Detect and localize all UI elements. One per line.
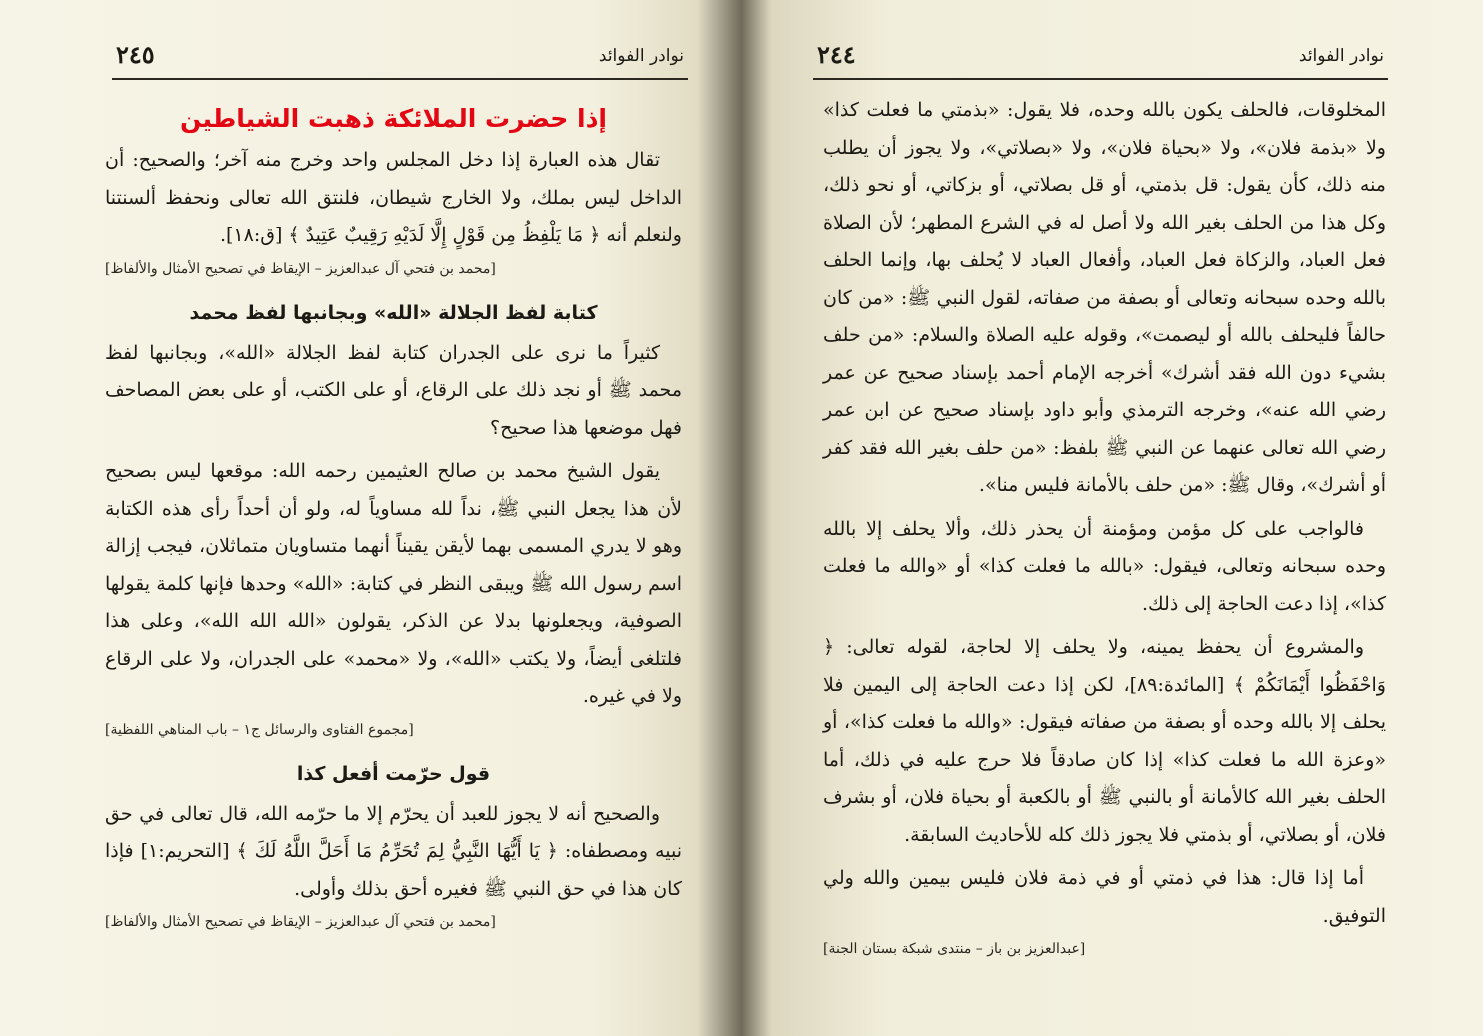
headline: إذا حضرت الملائكة ذهبت الشياطين bbox=[180, 104, 607, 133]
right-page-header bbox=[813, 40, 1388, 80]
right-page-source: [عبدالعزيز بن باز – منتدى شبكة بستان الجنة] bbox=[823, 941, 1086, 957]
left-page-header bbox=[112, 40, 688, 80]
running-title: نوادر الفوائد bbox=[1298, 46, 1384, 66]
section3-paragraph: والصحيح أنه لا يجوز للعبد أن يحرّم إلا ما حرّمه الله، قال تعالى في حق نبيه ومصطفاه: ﴿ يَا أَيُّهَا النَّبِيُّ لِمَ تُحَرِّمُ مَا أَحَلَّ اللَّهُ لَكَ ﴾ [التحريم:١] فإذا كان هذا في حق النبي ﷺ فغيره أحق بذلك وأولى. bbox=[105, 802, 682, 900]
section2-source: [مجموع الفتاوى والرسائل ج١ – باب المناهي اللفظية] bbox=[105, 721, 414, 738]
left-page bbox=[0, 0, 740, 1036]
paragraph-4: أما إذا قال: هذا في ذمتي أو في ذمة فلان فليس بيمين والله ولي التوفيق. bbox=[823, 867, 1386, 927]
section2-paragraph2: يقول الشيخ محمد بن صالح العثيمين رحمه الله: موقعها ليس بصحيح لأن هذا يجعل النبي ﷺ، نداً لله مساوياً له، ولو أن أحداً رأى هذه الكتابة وهو لا يدري المسمى بهما لأيقن يقيناً أنهما متساويان متماثلان، فيجب إزالة اسم رسول الله ﷺ ويبقى النظر في كتابة: «الله» وحدها فإنها كلمة يقولها الصوفية، ويجعلونها بدلا عن الذكر، يقولون «الله الله الله»، وعلى هذا فلتلغى أيضاً، ولا يكتب «الله»، ولا «محمد» على الجدران، ولا على الرقاع ولا في غيره. bbox=[105, 460, 682, 707]
page-number: ٢٤٥ bbox=[116, 40, 155, 69]
left-page-content bbox=[105, 92, 682, 946]
section3-title: قول حرّمت أفعل كذا bbox=[296, 762, 491, 785]
right-page bbox=[743, 0, 1483, 1036]
section2-paragraph1: كثيراً ما نرى على الجدران كتابة لفظ الجلالة «الله»، وبجانبها لفظ محمد ﷺ أو نجد ذلك على الرقاع، أو على الكتب، أو على بعض المصاحف فهل موضعها هذا صحيح؟ bbox=[105, 341, 682, 439]
section1-source: [محمد بن فتحي آل عبدالعزيز – الإيقاظ في تصحيح الأمثال والألفاظ] bbox=[105, 260, 496, 277]
section3-source: [محمد بن فتحي آل عبدالعزيز – الإيقاظ في تصحيح الأمثال والألفاظ] bbox=[105, 914, 496, 930]
section1-paragraph: تقال هذه العبارة إذا دخل المجلس واحد وخرج منه آخر؛ والصحيح: أن الداخل ليس بملك، ولا الخارج شيطان، فلنتق الله تعالى ونحفظ ألسنتنا ولنعلم أنه ﴿ مَا يَلْفِظُ مِن قَوْلٍ إِلَّا لَدَيْهِ رَقِيبٌ عَتِيدٌ ﴾ [ق:١٨]. bbox=[105, 149, 682, 246]
section2-title: كتابة لفظ الجلالة «الله» وبجانبها لفظ محمد bbox=[189, 301, 598, 324]
paragraph-1: المخلوقات، فالحلف يكون بالله وحده، فلا يقول: «بذمتي ما فعلت كذا» ولا «بذمة فلان»، ولا «بحياة فلان»، ولا «بصلاتي»، ولا يجوز أن يطلب منه ذلك، كأن يقول: قل بذمتي، أو قل بصلاتي، أو بزكاتي، أو نحو ذلك، وكل هذا من الحلف بغير الله ولا أصل له في الشرع المطهر؛ لأن الصلاة فعل العباد، والزكاة فعل العباد، وأفعال العباد لا يُحلف بها، وإنما الحلف بالله وحده سبحانه وتعالى أو بصفة من صفاته، لقول النبي ﷺ: «من كان حالفاً فليحلف بالله أو ليصمت»، وقوله عليه الصلاة والسلام: «من حلف بشيء دون الله فقد أشرك» أخرجه الإمام أحمد بإسناد صحيح عن عمر رضي الله عنه»، وخرجه الترمذي وأبو داود بإسناد صحيح عن ابن عمر رضي الله تعالى عنهما عن النبي ﷺ بلفظ: «من حلف بغير الله فقد كفر أو أشرك»، وقال ﷺ: «من حلف بالأمانة فليس منا». bbox=[823, 99, 1386, 496]
running-title: نوادر الفوائد bbox=[598, 46, 684, 66]
right-page-content bbox=[823, 92, 1386, 973]
page-number: ٢٤٤ bbox=[817, 40, 856, 69]
paragraph-2: فالواجب على كل مؤمن ومؤمنة أن يحذر ذلك، وألا يحلف إلا بالله وحده سبحانه وتعالى، فيقول: «بالله ما فعلت كذا» أو «والله ما فعلت كذا»، إذا دعت الحاجة إلى ذلك. bbox=[823, 517, 1386, 615]
paragraph-3: والمشروع أن يحفظ يمينه، ولا يحلف إلا لحاجة، لقوله تعالى: ﴿ وَاحْفَظُوا أَيْمَانَكُمْ ﴾ [المائدة:٨٩]، لكن إذا دعت الحاجة إلى اليمين فلا يحلف إلا بالله وحده أو بصفة من صفاته فيقول: «والله ما فعلت كذا»، أو «وعزة الله ما فعلت كذا» إذا كان صادقاً فلا حرج عليه في ذلك، أما الحلف بغير الله كالأمانة أو بالنبي ﷺ أو بالكعبة أو بحياة فلان، أو بشرف فلان، أو بصلاتي، أو بذمتي فلا يجوز ذلك كله للأحاديث السابقة. bbox=[823, 636, 1386, 846]
